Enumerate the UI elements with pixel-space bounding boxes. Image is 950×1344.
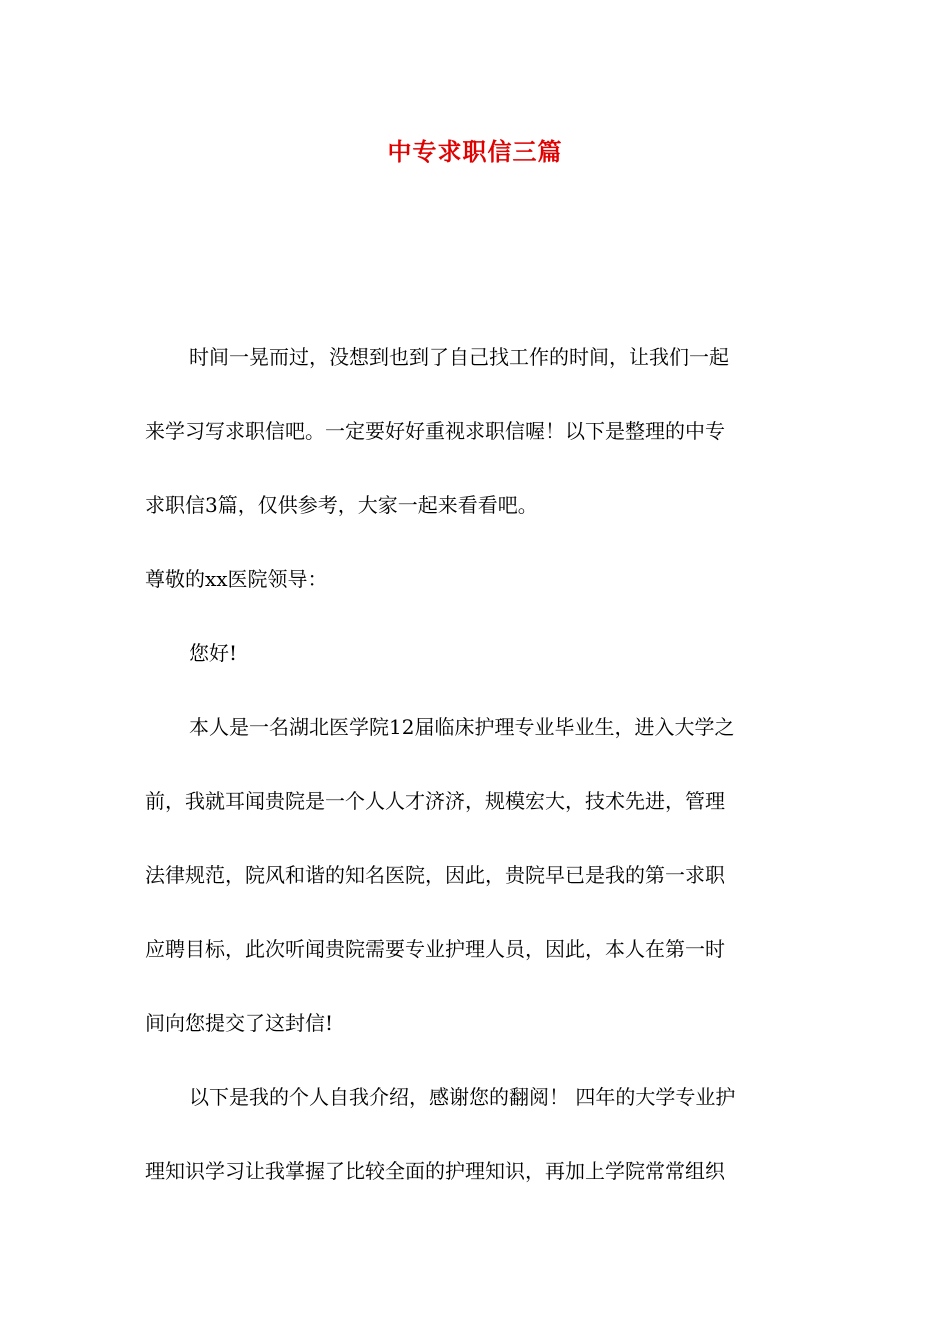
text-line: 您好! <box>189 641 238 665</box>
text-line: 理知识学习让我掌握了比较全面的护理知识，再加上学院常常组织 <box>145 1159 725 1183</box>
text-line: 本人是一名湖北医学院12届临床护理专业毕业生，进入大学之 <box>189 715 735 739</box>
text-line: 法律规范，院风和谐的知名医院，因此，贵院早已是我的第一求职 <box>145 863 725 887</box>
text-line: 应聘目标，此次听闻贵院需要专业护理人员，因此，本人在第一时 <box>145 937 725 961</box>
paragraph-background <box>145 1060 805 1208</box>
text-line: 尊敬的xx医院领导： <box>145 567 328 591</box>
document-title: 中专求职信三篇 <box>387 137 563 166</box>
text-line: 以下是我的个人自我介绍，感谢您的翻阅！ 四年的大学专业护 <box>189 1085 736 1109</box>
text-line: 间向您提交了这封信! <box>145 1011 334 1035</box>
paragraph-self-intro <box>145 690 805 1060</box>
paragraph-intro <box>145 320 805 542</box>
text-line: 时间一晃而过，没想到也到了自己找工作的时间，让我们一起 <box>189 345 729 369</box>
paragraph-greeting <box>145 616 805 690</box>
document-body <box>145 320 805 1208</box>
text-line: 来学习写求职信吧。一定要好好重视求职信喔！以下是整理的中专 <box>145 419 725 443</box>
text-line: 求职信3篇，仅供参考，大家一起来看看吧。 <box>145 493 538 517</box>
text-line: 前，我就耳闻贵院是一个人人才济济，规模宏大，技术先进，管理 <box>145 789 725 813</box>
paragraph-salutation <box>145 542 805 616</box>
